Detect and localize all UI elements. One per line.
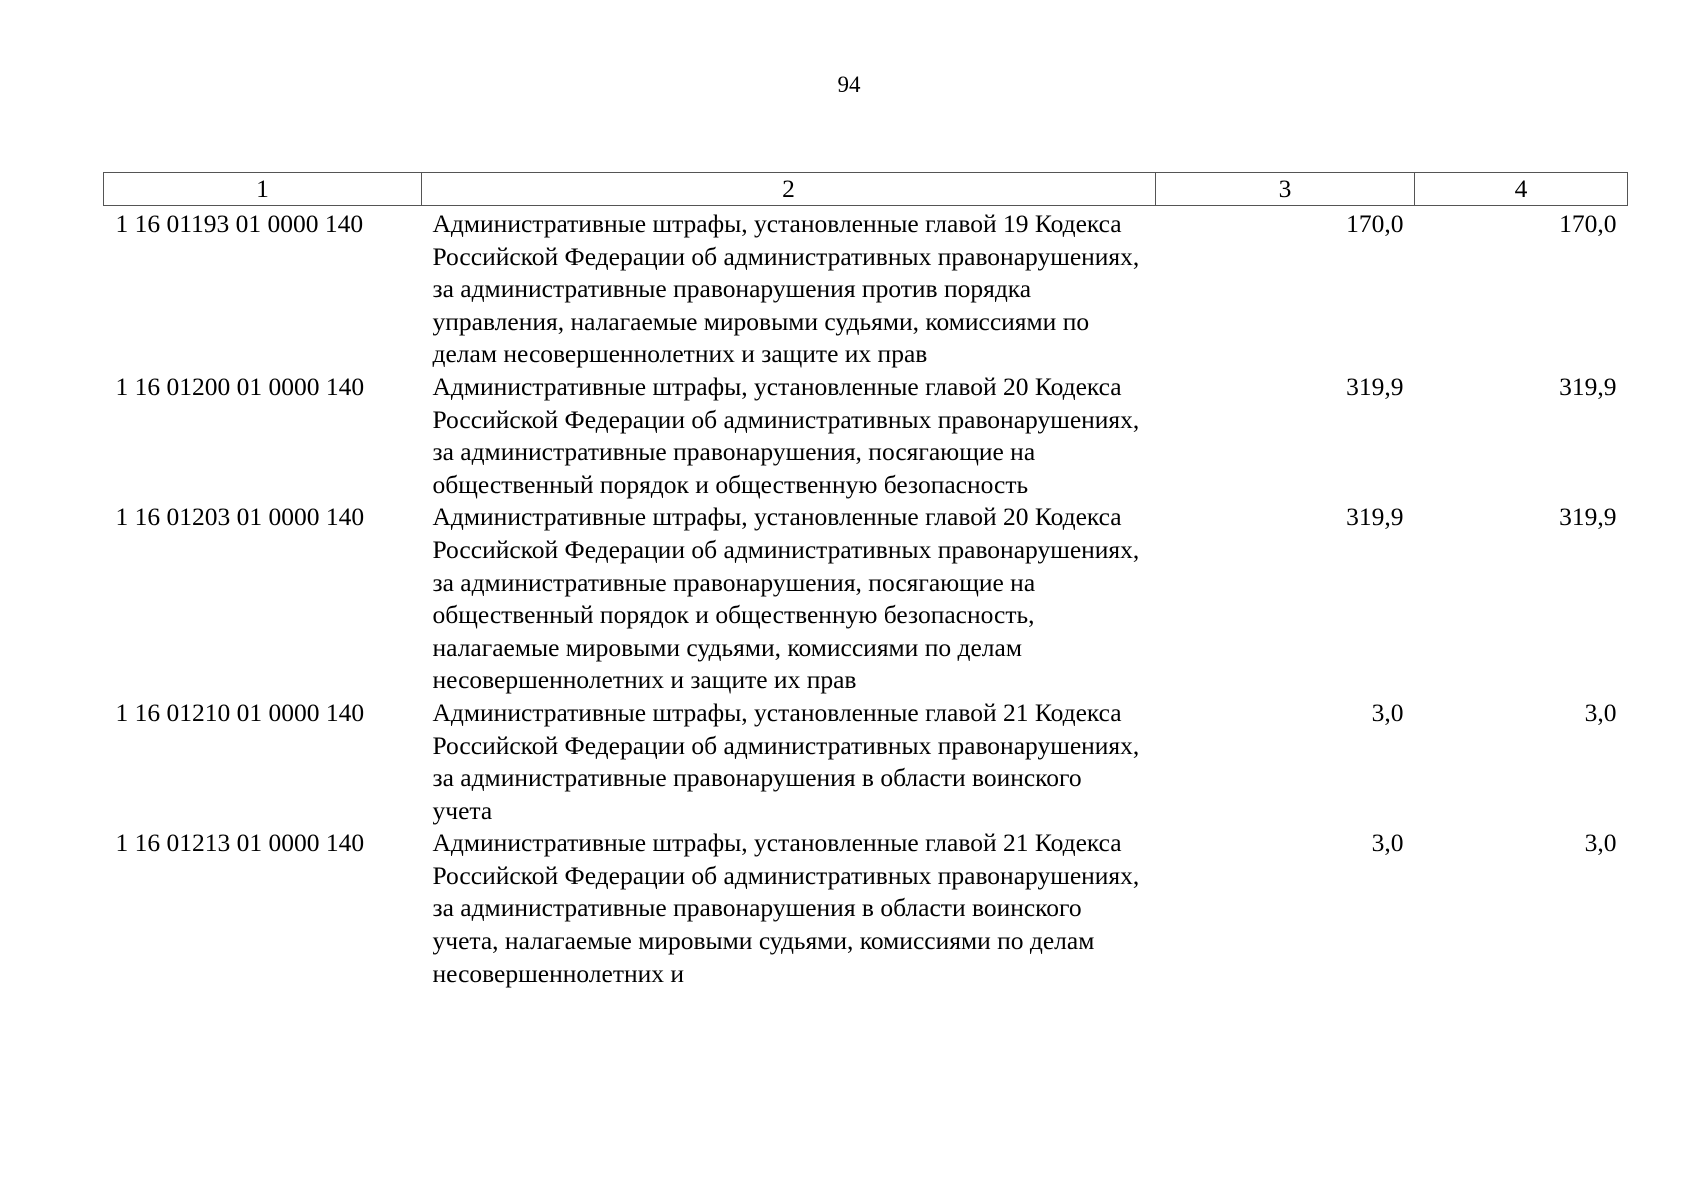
- budget-code: 1 16 01193 01 0000 140: [115, 209, 364, 238]
- value-col4: 3,0: [1584, 697, 1617, 727]
- value-col3: 3,0: [1371, 697, 1404, 727]
- budget-code: 1 16 01210 01 0000 140: [115, 697, 365, 727]
- value-col4: 3,0: [1584, 828, 1617, 858]
- value-col4: 319,9: [1559, 502, 1617, 532]
- row-description: Административные штрафы, установленные главой 19 Кодекса Российской Федерации об административных правонарушениях, за административные правонарушения против порядка управления, налагаемые мировыми судьями, комиссиями по делам несовершеннолетних и защите их прав: [432, 209, 1140, 369]
- row-description: Административные штрафы, установленные главой 21 Кодекса Российской Федерации об административных правонарушениях, за административные правонарушения в области воинского учета, налагаемые мировыми судьями, комиссиями по делам несовершеннолетних и: [432, 828, 1140, 988]
- table-row: [104, 206, 1628, 371]
- header-row: [104, 173, 1628, 206]
- value-col4: 170,0: [1559, 209, 1617, 238]
- value-col3: 170,0: [1346, 209, 1404, 238]
- row-description: Административные штрафы, установленные главой 20 Кодекса Российской Федерации об административных правонарушениях, за административные правонарушения, посягающие на общественный порядок и общественную безопасность: [432, 371, 1140, 499]
- page-number: 94: [837, 72, 861, 97]
- row-description: Административные штрафы, установленные главой 20 Кодекса Российской Федерации об административных правонарушениях, за административные правонарушения, посягающие на общественный порядок и общественную безопасность, налагаемые мировыми судьями, комиссиями по делам несовершеннолетних и защите их прав: [432, 502, 1140, 695]
- value-col3: 319,9: [1346, 502, 1404, 532]
- row-description: Административные штрафы, установленные главой 21 Кодекса Российской Федерации об административных правонарушениях, за административные правонарушения в области воинского учета: [432, 697, 1140, 825]
- budget-code: 1 16 01200 01 0000 140: [115, 371, 365, 401]
- table-row: [104, 371, 1628, 501]
- table-row: [104, 501, 1628, 697]
- value-col4: 319,9: [1559, 371, 1617, 401]
- table-row: [104, 697, 1628, 827]
- budget-code: 1 16 01203 01 0000 140: [115, 502, 365, 532]
- revenue-table: [103, 172, 1628, 990]
- column-header-2: 2: [422, 173, 1156, 206]
- value-col3: 3,0: [1371, 828, 1404, 858]
- value-col3: 319,9: [1346, 371, 1404, 401]
- budget-code: 1 16 01213 01 0000 140: [115, 828, 365, 858]
- column-header-3: 3: [1156, 173, 1415, 206]
- column-header-1: 1: [104, 173, 422, 206]
- table-row: [104, 827, 1628, 990]
- column-header-4: 4: [1415, 173, 1628, 206]
